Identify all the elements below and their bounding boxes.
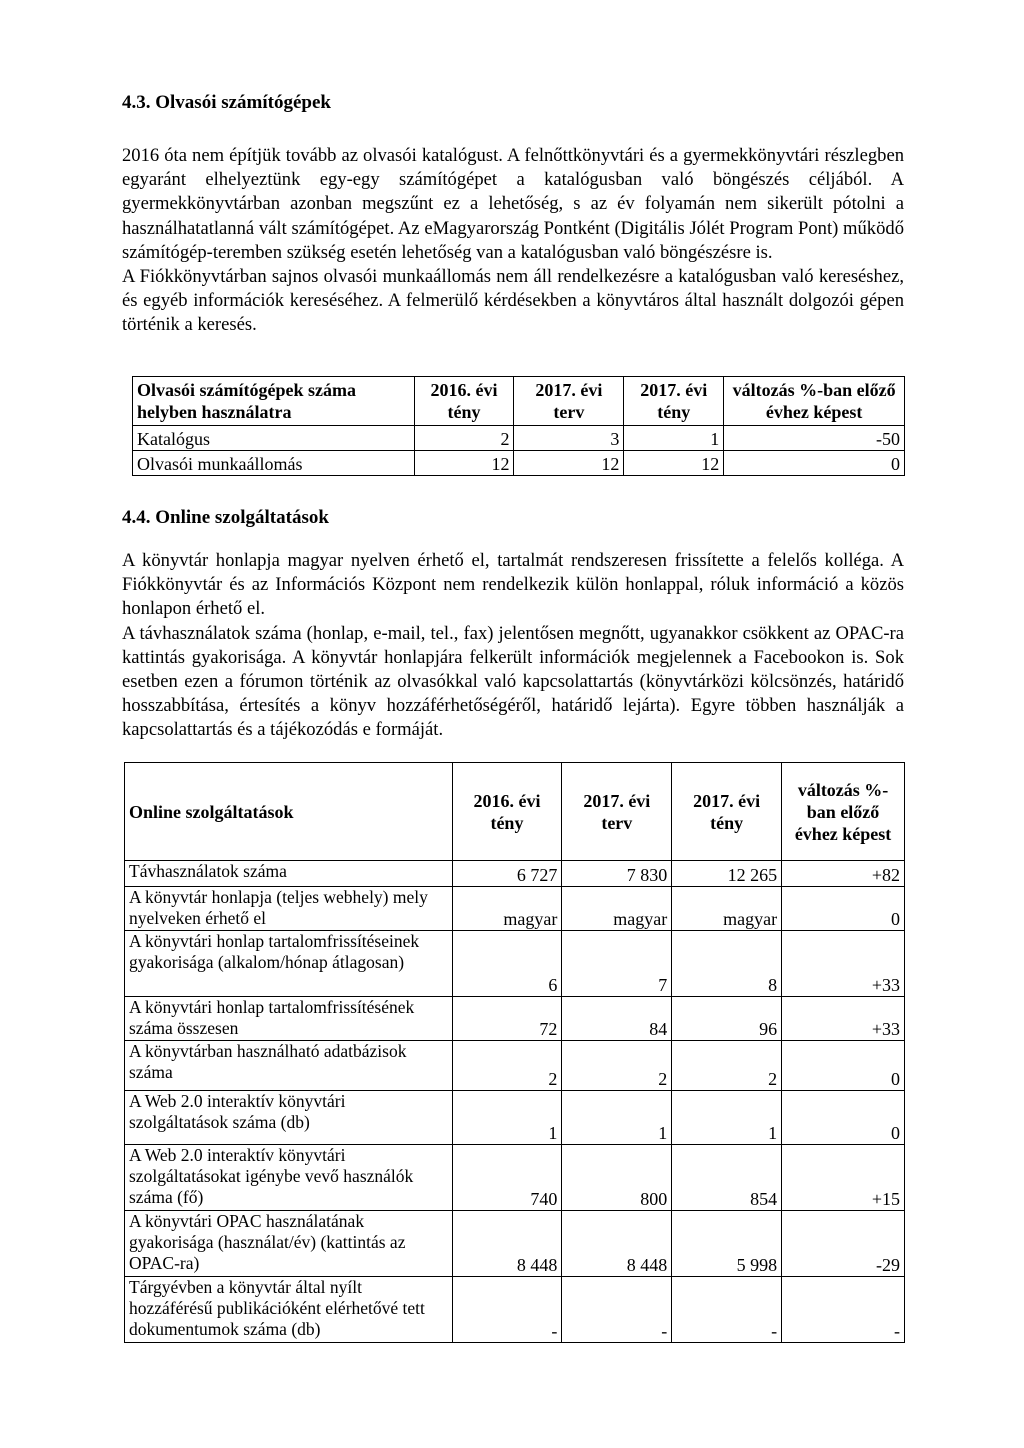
table-row [125, 931, 905, 997]
table-cell: 740 [452, 1145, 562, 1211]
table-cell: 800 [562, 1145, 672, 1211]
section-4-3-body [122, 144, 904, 338]
table-cell: 84 [562, 997, 672, 1041]
table-cell: magyar [562, 887, 672, 931]
row-label: Tárgyévben a könyvtár által nyílt hozzáférésű publikációként elérhetővé tett dokumentumok száma (db) [125, 1277, 453, 1343]
table-cell: 1 [672, 1091, 782, 1145]
table-cell: 2 [452, 1041, 562, 1091]
table-cell: 6 727 [452, 861, 562, 887]
table-cell: 96 [672, 997, 782, 1041]
column-header: 2016. évi tény [452, 763, 562, 861]
row-label: A Web 2.0 interaktív könyvtári szolgáltatásokat igénybe vevő használók száma (fő) [125, 1145, 453, 1211]
table-cell: 7 [562, 931, 672, 997]
table-row [133, 426, 905, 451]
column-header: változás %-ban előző évhez képest [782, 763, 905, 861]
row-label: A Web 2.0 interaktív könyvtári szolgáltatások száma (db) [125, 1091, 453, 1145]
table-cell: 8 448 [452, 1211, 562, 1277]
table-cell: 2 [414, 426, 514, 451]
table-header-row [133, 377, 905, 426]
section-4-4-body [122, 549, 904, 743]
online-services-table [124, 762, 905, 1343]
section-heading-4-3: 4.3. Olvasói számítógépek [122, 92, 331, 113]
table-cell: -29 [782, 1211, 905, 1277]
table-cell: 0 [724, 451, 905, 476]
table-cell: 0 [782, 1041, 905, 1091]
table-cell: 8 448 [562, 1211, 672, 1277]
table-cell: 12 [624, 451, 724, 476]
table-cell: 12 [514, 451, 624, 476]
paragraph: 2016 óta nem építjük tovább az olvasói katalógust. A felnőttkönyvtári és a gyermekkönyvtári részlegben egyaránt elhelyeztünk egy-egy számítógépet a katalógusban való böngészés céljából. A gyermekkönyvtárban azonban megszűnt ez a lehetőség, s az év folyamán nem sikerült pótolni a használhatatlanná vált számítógépet. Az eMagyarország Pontként (Digitális Jólét Program Pont) működő számítógép-teremben szükség esetén lehetőség van a katalógusban való böngészésre is. [122, 145, 904, 263]
table-cell: 1 [452, 1091, 562, 1145]
table-header-row [125, 763, 905, 861]
paragraph: A könyvtár honlapja magyar nyelven érhető el, tartalmát rendszeresen frissítette a felelős kolléga. A Fiókkönyvtár és az Információs Központ nem rendelkezik külön honlappal, róluk információ a közös honlapon érhető el. [122, 550, 904, 620]
table-cell: 2 [562, 1041, 672, 1091]
table-cell: - [452, 1277, 562, 1343]
column-header: 2017. évi tény [624, 377, 724, 426]
row-label: A könyvtár honlapja (teljes webhely) mely nyelveken érhető el [125, 887, 453, 931]
section-heading-4-4: 4.4. Online szolgáltatások [122, 507, 329, 528]
column-header: Online szolgáltatások [125, 763, 453, 861]
row-label: A könyvtári honlap tartalomfrissítéseinek gyakorisága (alkalom/hónap átlagosan) [125, 931, 453, 997]
table-row [125, 1211, 905, 1277]
row-label: A könyvtárban használható adatbázisok száma [125, 1041, 453, 1091]
column-header: Olvasói számítógépek száma helyben használatra [133, 377, 415, 426]
table-cell: 1 [624, 426, 724, 451]
table-cell: 0 [782, 1091, 905, 1145]
row-label: A könyvtári OPAC használatának gyakorisága (használat/év) (kattintás az OPAC-ra) [125, 1211, 453, 1277]
row-label: A könyvtári honlap tartalomfrissítésének száma összesen [125, 997, 453, 1041]
table-cell: magyar [672, 887, 782, 931]
table-row [125, 1145, 905, 1211]
table-row [125, 1041, 905, 1091]
table-row [133, 451, 905, 476]
column-header: 2017. évi terv [562, 763, 672, 861]
table-cell: 1 [562, 1091, 672, 1145]
table-cell: +15 [782, 1145, 905, 1211]
row-label: Távhasználatok száma [125, 861, 453, 887]
table-row [125, 1277, 905, 1343]
table-cell: magyar [452, 887, 562, 931]
table-cell: +82 [782, 861, 905, 887]
table-cell: +33 [782, 931, 905, 997]
table-cell: 854 [672, 1145, 782, 1211]
table-cell: - [782, 1277, 905, 1343]
table-row [125, 861, 905, 887]
table-cell: - [562, 1277, 672, 1343]
table-cell: 8 [672, 931, 782, 997]
table-cell: 12 [414, 451, 514, 476]
table-row [125, 1091, 905, 1145]
column-header: változás %-ban előző évhez képest [724, 377, 905, 426]
table-cell: 2 [672, 1041, 782, 1091]
table-cell: 12 265 [672, 861, 782, 887]
table-cell: 5 998 [672, 1211, 782, 1277]
table-cell: 0 [782, 887, 905, 931]
table-row [125, 997, 905, 1041]
column-header: 2016. évi tény [414, 377, 514, 426]
table-cell: 72 [452, 997, 562, 1041]
table-row [125, 887, 905, 931]
column-header: 2017. évi terv [514, 377, 624, 426]
table-cell: - [672, 1277, 782, 1343]
table-cell: -50 [724, 426, 905, 451]
row-label: Olvasói munkaállomás [133, 451, 415, 476]
table-cell: 6 [452, 931, 562, 997]
table-cell: +33 [782, 997, 905, 1041]
table-cell: 7 830 [562, 861, 672, 887]
column-header: 2017. évi tény [672, 763, 782, 861]
paragraph: A távhasználatok száma (honlap, e-mail, tel., fax) jelentősen megnőtt, ugyanakkor csökkent az OPAC-ra kattintás gyakorisága. A könyvtár honlapjára felkerült információk megjelennek a Facebookon is. Sok esetben ezen a fórumon történik az olvasókkal való kapcsolattartás (könyvtárközi kölcsönzés, határidő hosszabbítása, értesítés a könyv hozzáférhetőségéről, határidő lejárta). Egyre többen használják a kapcsolattartás és a tájékozódás e formáját. [122, 622, 904, 741]
paragraph: A Fiókkönyvtárban sajnos olvasói munkaállomás nem áll rendelkezésre a katalógusban való kereséshez, és egyéb információk kereséséhez. A felmerülő kérdésekben a könyvtáros által használt dolgozói gépen történik a keresés. [122, 266, 904, 336]
table-cell: 3 [514, 426, 624, 451]
reader-computers-table [132, 376, 905, 476]
row-label: Katalógus [133, 426, 415, 451]
